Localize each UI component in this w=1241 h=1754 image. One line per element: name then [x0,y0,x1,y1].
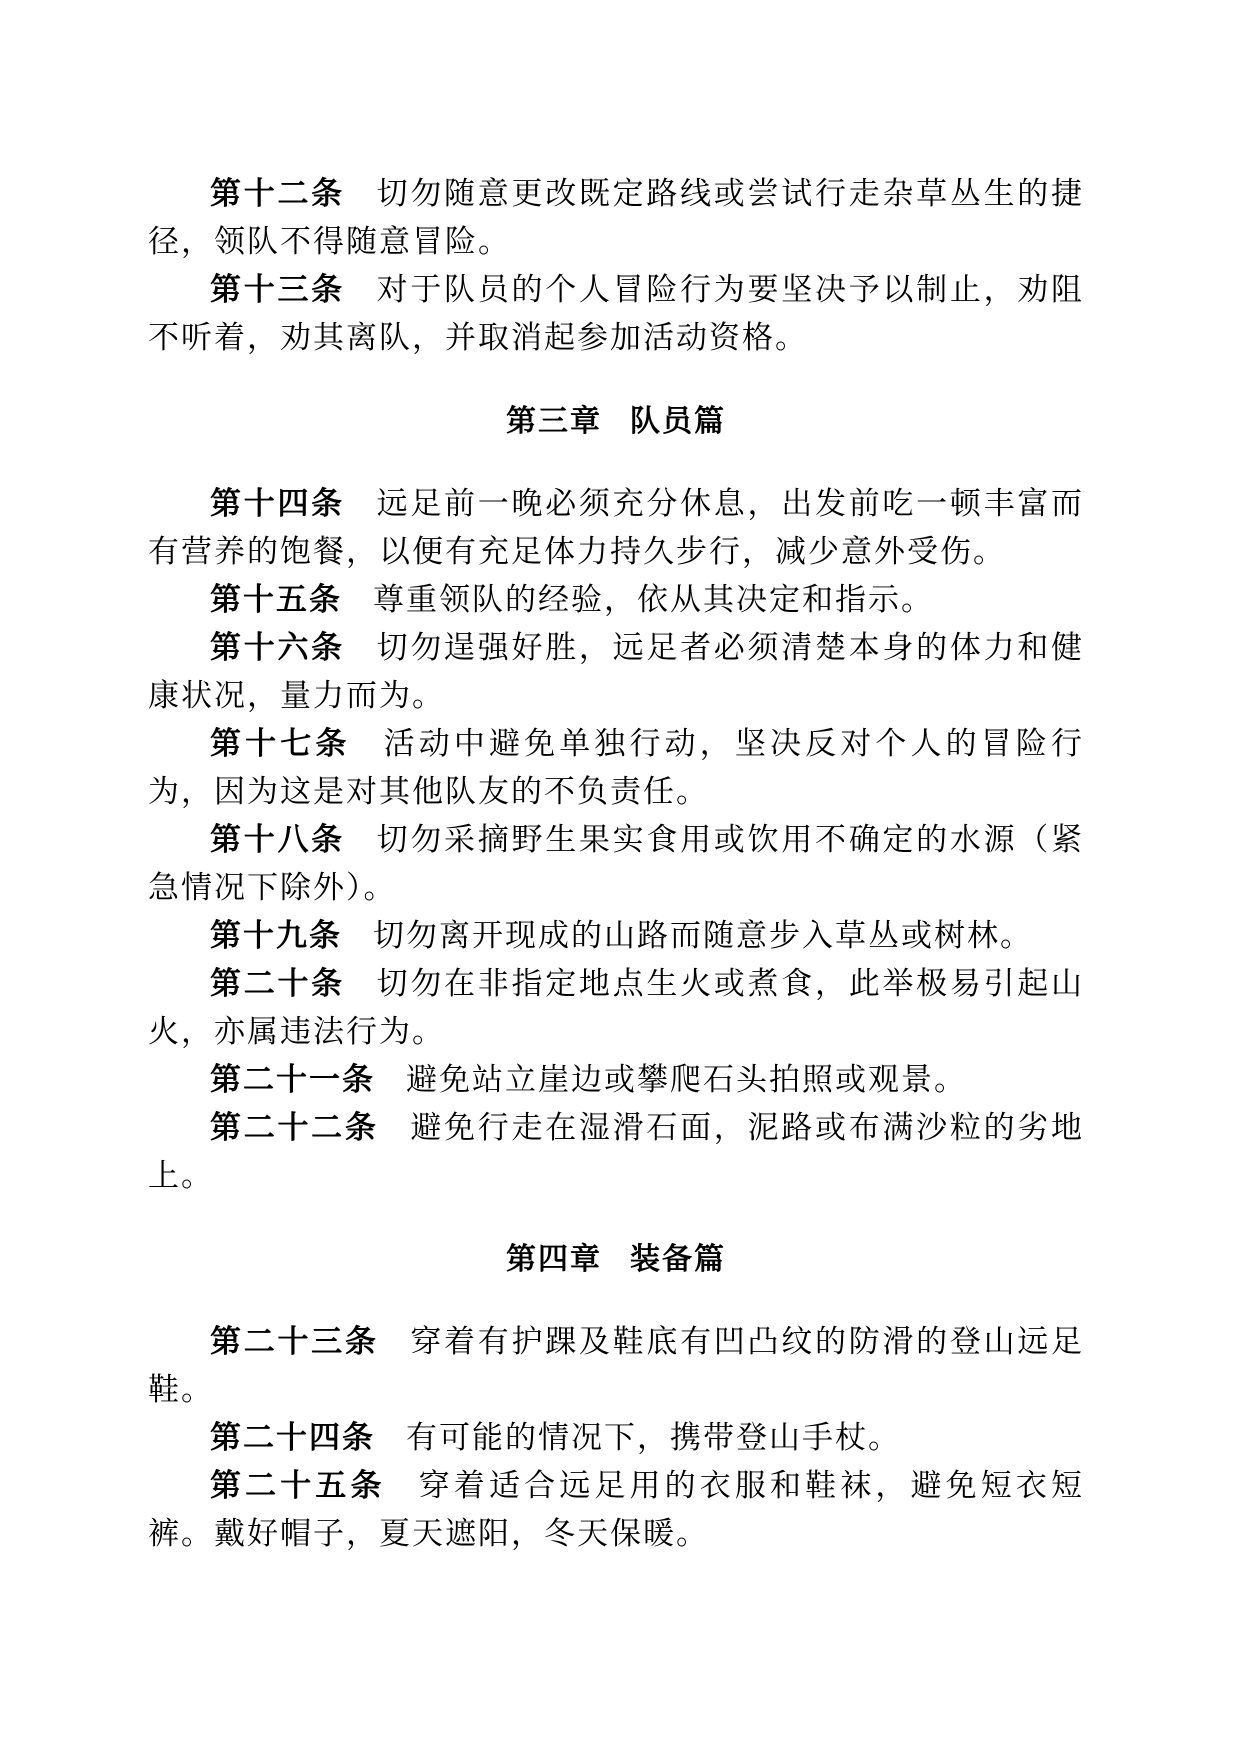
article-text: 活动中避免单独行动，坚决反对个人的冒险行为，因为这是对其他队友的不负责任。 [148,726,1084,810]
article-label: 第十四条 [210,486,345,522]
article-label: 第二十二条 [210,1110,379,1146]
article-24 [148,1414,1084,1462]
article-label: 第二十一条 [210,1062,375,1098]
article-text: 切勿离开现成的山路而随意步入草丛或树林。 [373,918,1033,954]
article-label: 第二十四条 [210,1420,375,1456]
article-12 [148,170,1084,266]
document-content [148,170,1084,1558]
article-text: 远足前一晚必须充分休息，出发前吃一顿丰富而有营养的饱餐，以便有充足体力持久步行，减少意外受伤。 [148,486,1085,570]
article-text: 尊重领队的经验，依从其决定和指示。 [373,582,934,618]
article-text: 切勿采摘野生果实食用或饮用不确定的水源（紧急情况下除外）。 [148,822,1085,906]
article-14 [148,480,1084,576]
article-21 [148,1056,1084,1104]
chapter-number: 第三章 [506,404,602,439]
article-15 [148,576,1084,624]
article-23 [148,1318,1084,1414]
article-text: 有可能的情况下，携带登山手杖。 [406,1420,901,1456]
article-18 [148,816,1084,912]
article-label: 第十九条 [210,918,342,954]
chapter-number: 第四章 [506,1242,602,1277]
article-19 [148,912,1084,960]
article-text: 对于队员的个人冒险行为要坚决予以制止，劝阻不听着，劝其离队，并取消起参加活动资格。 [148,272,1085,356]
article-label: 第二十三条 [210,1324,379,1360]
article-text: 避免站立崖边或攀爬石头拍照或观景。 [406,1062,967,1098]
chapter-3-heading [148,396,1084,440]
article-13 [148,266,1084,362]
article-25 [148,1462,1084,1558]
article-text: 切勿在非指定地点生火或煮食，此举极易引起山火，亦属违法行为。 [148,966,1085,1050]
article-text: 穿着适合远足用的衣服和鞋袜，避免短衣短裤。戴好帽子，夏天遮阳，冬天保暖。 [148,1468,1084,1552]
chapter-title: 队员篇 [630,404,726,439]
article-label: 第十八条 [210,822,345,858]
article-20 [148,960,1084,1056]
article-label: 第二十条 [210,966,345,1002]
article-text: 避免行走在湿滑石面，泥路或布满沙粒的劣地上。 [148,1110,1085,1194]
chapter-title: 装备篇 [630,1242,726,1277]
article-17 [148,720,1084,816]
article-label: 第二十五条 [210,1468,386,1504]
article-text: 穿着有护踝及鞋底有凹凸纹的防滑的登山远足鞋。 [148,1324,1085,1408]
article-label: 第十三条 [210,272,345,308]
article-22 [148,1104,1084,1200]
article-label: 第十七条 [210,726,351,762]
article-label: 第十六条 [210,630,345,666]
article-text: 切勿逞强好胜，远足者必须清楚本身的体力和健康状况，量力而为。 [148,630,1085,714]
article-label: 第十二条 [210,176,345,212]
article-16 [148,624,1084,720]
article-text: 切勿随意更改既定路线或尝试行走杂草丛生的捷径，领队不得随意冒险。 [148,176,1085,260]
article-label: 第十五条 [210,582,342,618]
chapter-4-heading [148,1234,1084,1278]
